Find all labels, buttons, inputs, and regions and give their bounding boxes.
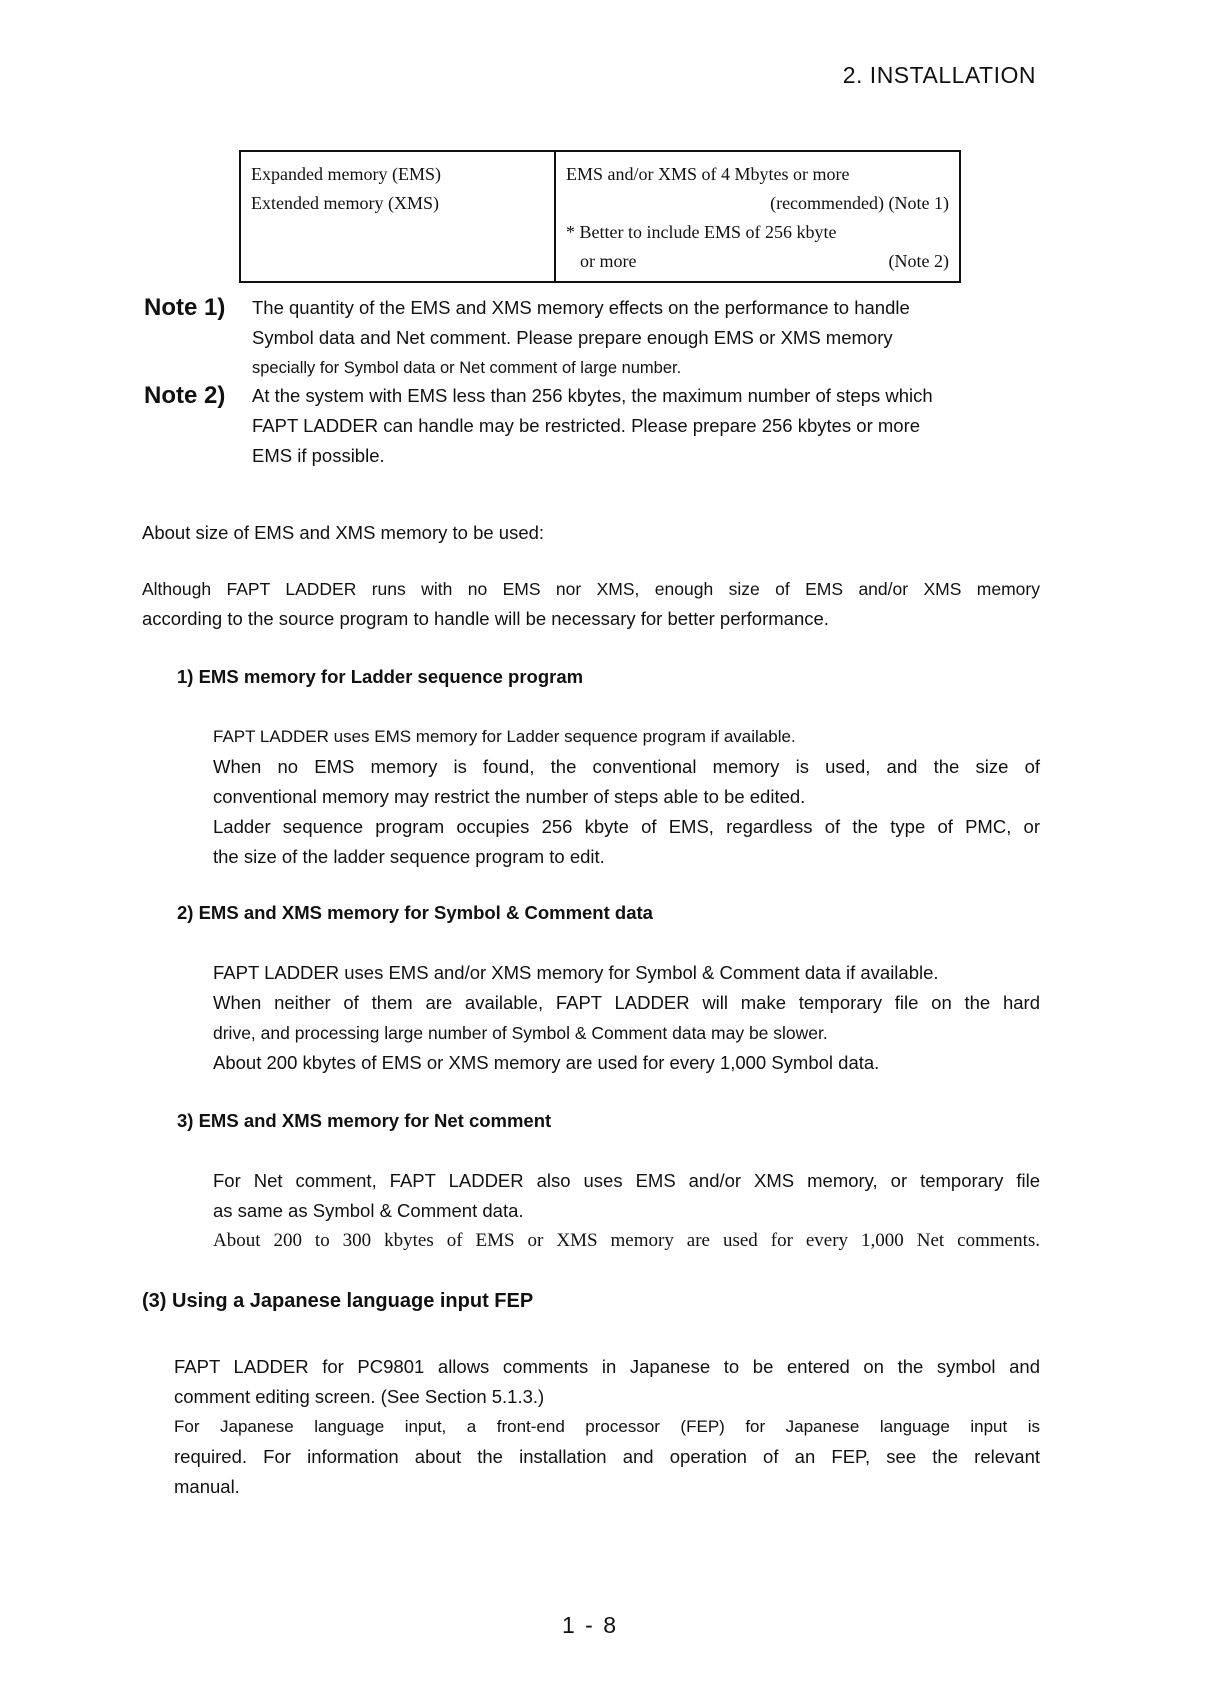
subsection-3-body — [174, 1352, 1040, 1502]
section-3-body — [213, 1166, 1040, 1256]
section-line: conventional memory may restrict the number of steps able to be edited. — [213, 786, 806, 807]
section-line: About 200 kbytes of EMS or XMS memory are used for every 1,000 Symbol data. — [213, 1052, 880, 1073]
table-right-line: * Better to include EMS of 256 kbyte — [566, 222, 837, 242]
table-cell-memory-size — [555, 151, 960, 282]
table-right-note: (Note 2) — [888, 251, 949, 271]
note-line: specially for Symbol data or Net comment of large number. — [252, 359, 682, 377]
table-right-line: EMS and/or XMS of 4 Mbytes or more — [566, 164, 850, 184]
section-line: the size of the ladder sequence program to edit. — [213, 846, 605, 867]
section-line: FAPT LADDER uses EMS memory for Ladder sequence program if available. — [213, 727, 796, 746]
note-2-label: Note 2) — [144, 382, 226, 409]
section-2-heading: 2) EMS and XMS memory for Symbol & Comment data — [177, 902, 653, 923]
section-line: About 200 to 300 kbytes of EMS or XMS memory are used for every 1,000 Net comments. — [213, 1230, 1040, 1251]
note-line: At the system with EMS less than 256 kbytes, the maximum number of steps which — [252, 385, 933, 406]
subsection-3-heading: (3) Using a Japanese language input FEP — [142, 1290, 534, 1312]
section-line: Ladder sequence program occupies 256 kbyte of EMS, regardless of the type of PMC, or — [213, 816, 1040, 837]
section-line: For Net comment, FAPT LADDER also uses EMS and/or XMS memory, or temporary file — [213, 1170, 1040, 1191]
section-1-body — [213, 722, 1040, 872]
note-1-body — [252, 293, 1042, 383]
table-right-line: or more — [580, 251, 637, 271]
section-line: as same as Symbol & Comment data. — [213, 1200, 524, 1221]
page-number: 1 - 8 — [562, 1612, 619, 1638]
table-cell-memory-type — [240, 151, 555, 282]
intro-line: Although FAPT LADDER runs with no EMS nor XMS, enough size of EMS and/or XMS memory — [142, 579, 1040, 599]
note-1-label: Note 1) — [144, 294, 226, 321]
intro-line: according to the source program to handle will be necessary for better performance. — [142, 608, 829, 629]
note-line: The quantity of the EMS and XMS memory effects on the performance to handle — [252, 297, 910, 318]
section-2-body — [213, 958, 1040, 1078]
note-2-body — [252, 381, 1042, 471]
subsection-line: comment editing screen. (See Section 5.1.3.) — [174, 1386, 545, 1407]
about-heading: About size of EMS and XMS memory to be used: — [142, 522, 545, 543]
subsection-line: required. For information about the installation and operation of an FEP, see the relevant — [174, 1446, 1040, 1467]
table-left-line: Expanded memory (EMS) — [251, 164, 441, 184]
table-row — [240, 151, 960, 282]
section-line: When neither of them are available, FAPT LADDER will make temporary file on the hard — [213, 992, 1040, 1013]
intro-paragraph — [142, 574, 1040, 634]
note-line: EMS if possible. — [252, 445, 385, 466]
section-line: FAPT LADDER uses EMS and/or XMS memory for Symbol & Comment data if available. — [213, 962, 939, 983]
page-header-title: 2. INSTALLATION — [842, 62, 1036, 88]
section-1-heading: 1) EMS memory for Ladder sequence program — [177, 666, 584, 687]
note-line: Symbol data and Net comment. Please prepare enough EMS or XMS memory — [252, 327, 893, 348]
subsection-line: FAPT LADDER for PC9801 allows comments in Japanese to be entered on the symbol and — [174, 1356, 1040, 1377]
subsection-line: For Japanese language input, a front-end processor (FEP) for Japanese language input is — [174, 1417, 1040, 1436]
table-left-line: Extended memory (XMS) — [251, 193, 439, 213]
section-3-heading: 3) EMS and XMS memory for Net comment — [177, 1110, 552, 1131]
table-right-line: (recommended) (Note 1) — [770, 193, 949, 213]
note-line: FAPT LADDER can handle may be restricted. Please prepare 256 kbytes or more — [252, 415, 921, 436]
memory-requirements-table — [239, 150, 961, 283]
section-line: drive, and processing large number of Symbol & Comment data may be slower. — [213, 1023, 828, 1043]
section-line: When no EMS memory is found, the conventional memory is used, and the size of — [213, 756, 1040, 777]
subsection-line: manual. — [174, 1476, 240, 1497]
